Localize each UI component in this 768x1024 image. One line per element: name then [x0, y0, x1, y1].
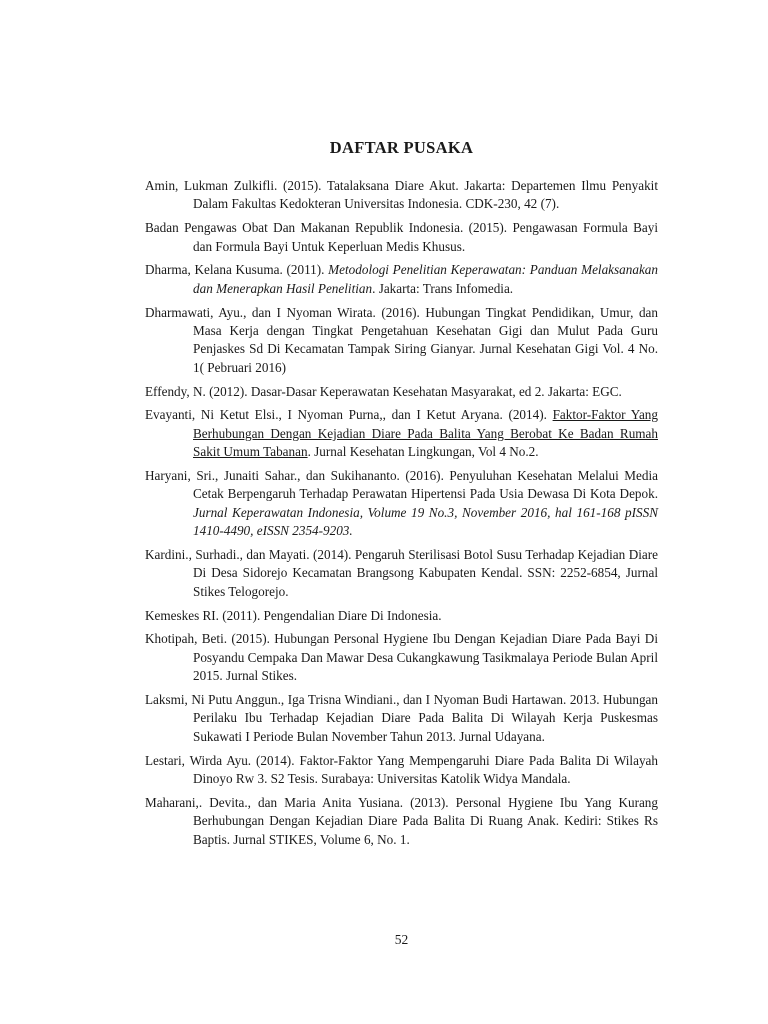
reference-item	[145, 467, 658, 541]
reference-item	[145, 794, 658, 849]
reference-text: . Jurnal Kesehatan Lingkungan, Vol 4 No.2.	[307, 444, 539, 460]
reference-italic-title: Jurnal Keperawatan Indonesia, Volume 19 No.3, November 2016, hal 161-168 pISSN 1410-4490, eISSN 2354-9203.	[193, 504, 658, 539]
reference-text: Lestari, Wirda Ayu. (2014). Faktor-Faktor Yang Mempengaruhi Diare Pada Balita Di Wilayah Dinoyo Rw 3. S2 Tesis. Surabaya: Universitas Katolik Widya Mandala.	[145, 752, 658, 787]
reference-text: Evayanti, Ni Ketut Elsi., I Nyoman Purna,, dan I Ketut Aryana. (2014).	[145, 407, 553, 423]
reference-item	[145, 304, 658, 378]
reference-text: Amin, Lukman Zulkifli. (2015). Tatalaksana Diare Akut. Jakarta: Departemen Ilmu Penyakit Dalam Fakultas Kedokteran Universitas Indonesia. CDK-230, 42 (7).	[145, 178, 658, 212]
reference-text: Kemeskes RI. (2011). Pengendalian Diare Di Indonesia.	[145, 607, 442, 623]
reference-list	[145, 177, 658, 854]
page-number: 52	[394, 932, 409, 947]
page-title: DAFTAR PUSAKA	[329, 138, 474, 157]
reference-item	[145, 261, 658, 298]
reference-item	[145, 546, 658, 601]
reference-text: Khotipah, Beti. (2015). Hubungan Personal Hygiene Ibu Dengan Kejadian Diare Pada Bayi Di Posyandu Cempaka Dan Mawar Desa Cukangkawung Tasikmalaya Periode Bulan April 2015. Jurnal Stikes.	[145, 631, 658, 684]
document-page	[145, 0, 658, 1024]
reference-text: Haryani, Sri., Junaiti Sahar., dan Sukihananto. (2016). Penyuluhan Kesehatan Melalui Media Cetak Berpengaruh Terhadap Perawatan Hipertensi Pada Usia Dewasa Di Kota Depok.	[145, 468, 658, 502]
reference-item	[145, 691, 658, 746]
reference-italic-title: Metodologi Penelitian Keperawatan: Panduan Melaksanakan dan Menerapkan Hasil Penelitian	[193, 262, 658, 296]
reference-text: Maharani,. Devita., dan Maria Anita Yusiana. (2013). Personal Hygiene Ibu Yang Kurang Berhubungan Dengan Kejadian Diare Pada Balita Di Ruang Anak. Kediri: Stikes Rs Baptis. Jurnal STIKES, Volume 6, No. 1.	[145, 794, 658, 847]
reference-item	[145, 406, 658, 461]
reference-text: Effendy, N. (2012). Dasar-Dasar Keperawatan Kesehatan Masyarakat, ed 2. Jakarta: EGC.	[145, 383, 622, 399]
reference-item	[145, 630, 658, 685]
reference-underlined-title: Faktor-Faktor Yang Berhubungan Dengan Kejadian Diare Pada Balita Yang Berobat Ke Badan Rumah Sakit Umum Tabanan	[193, 407, 658, 460]
reference-item	[145, 219, 658, 256]
reference-text: Kardini., Surhadi., dan Mayati. (2014). Pengaruh Sterilisasi Botol Susu Terhadap Kejadian Diare Di Desa Sidorejo Kecamatan Brangsong Kabupaten Kendal. SSN: 2252-6854, Jurnal Stikes Telogorejo.	[145, 547, 658, 599]
reference-item	[145, 177, 658, 214]
reference-text: Dharma, Kelana Kusuma. (2011).	[145, 262, 329, 278]
reference-text: . Jakarta: Trans Infomedia.	[372, 280, 514, 296]
reference-text: Badan Pengawas Obat Dan Makanan Republik Indonesia. (2015). Pengawasan Formula Bayi dan Formula Bayi Untuk Keperluan Medis Khusus.	[145, 220, 658, 254]
reference-item	[145, 607, 658, 625]
reference-item	[145, 383, 658, 401]
reference-item	[145, 752, 658, 789]
reference-text: Laksmi, Ni Putu Anggun., Iga Trisna Windiani., dan I Nyoman Budi Hartawan. 2013. Hubungan Perilaku Ibu Terhadap Kejadian Diare Pada Balita Di Wilayah Kerja Puskesmas Sukawati I Periode Bulan November Tahun 2013. Jurnal Udayana.	[145, 692, 658, 744]
reference-text: Dharmawati, Ayu., dan I Nyoman Wirata. (2016). Hubungan Tingkat Pendidikan, Umur, dan Masa Kerja dengan Tingkat Pengetahuan Kesehatan Gigi dan Mulut Pada Guru Penjaskes Sd Di Kecamatan Tampak Siring Gianyar. Jurnal Kesehatan Gigi Vol. 4 No. 1( Pebruari 2016)	[145, 304, 658, 375]
